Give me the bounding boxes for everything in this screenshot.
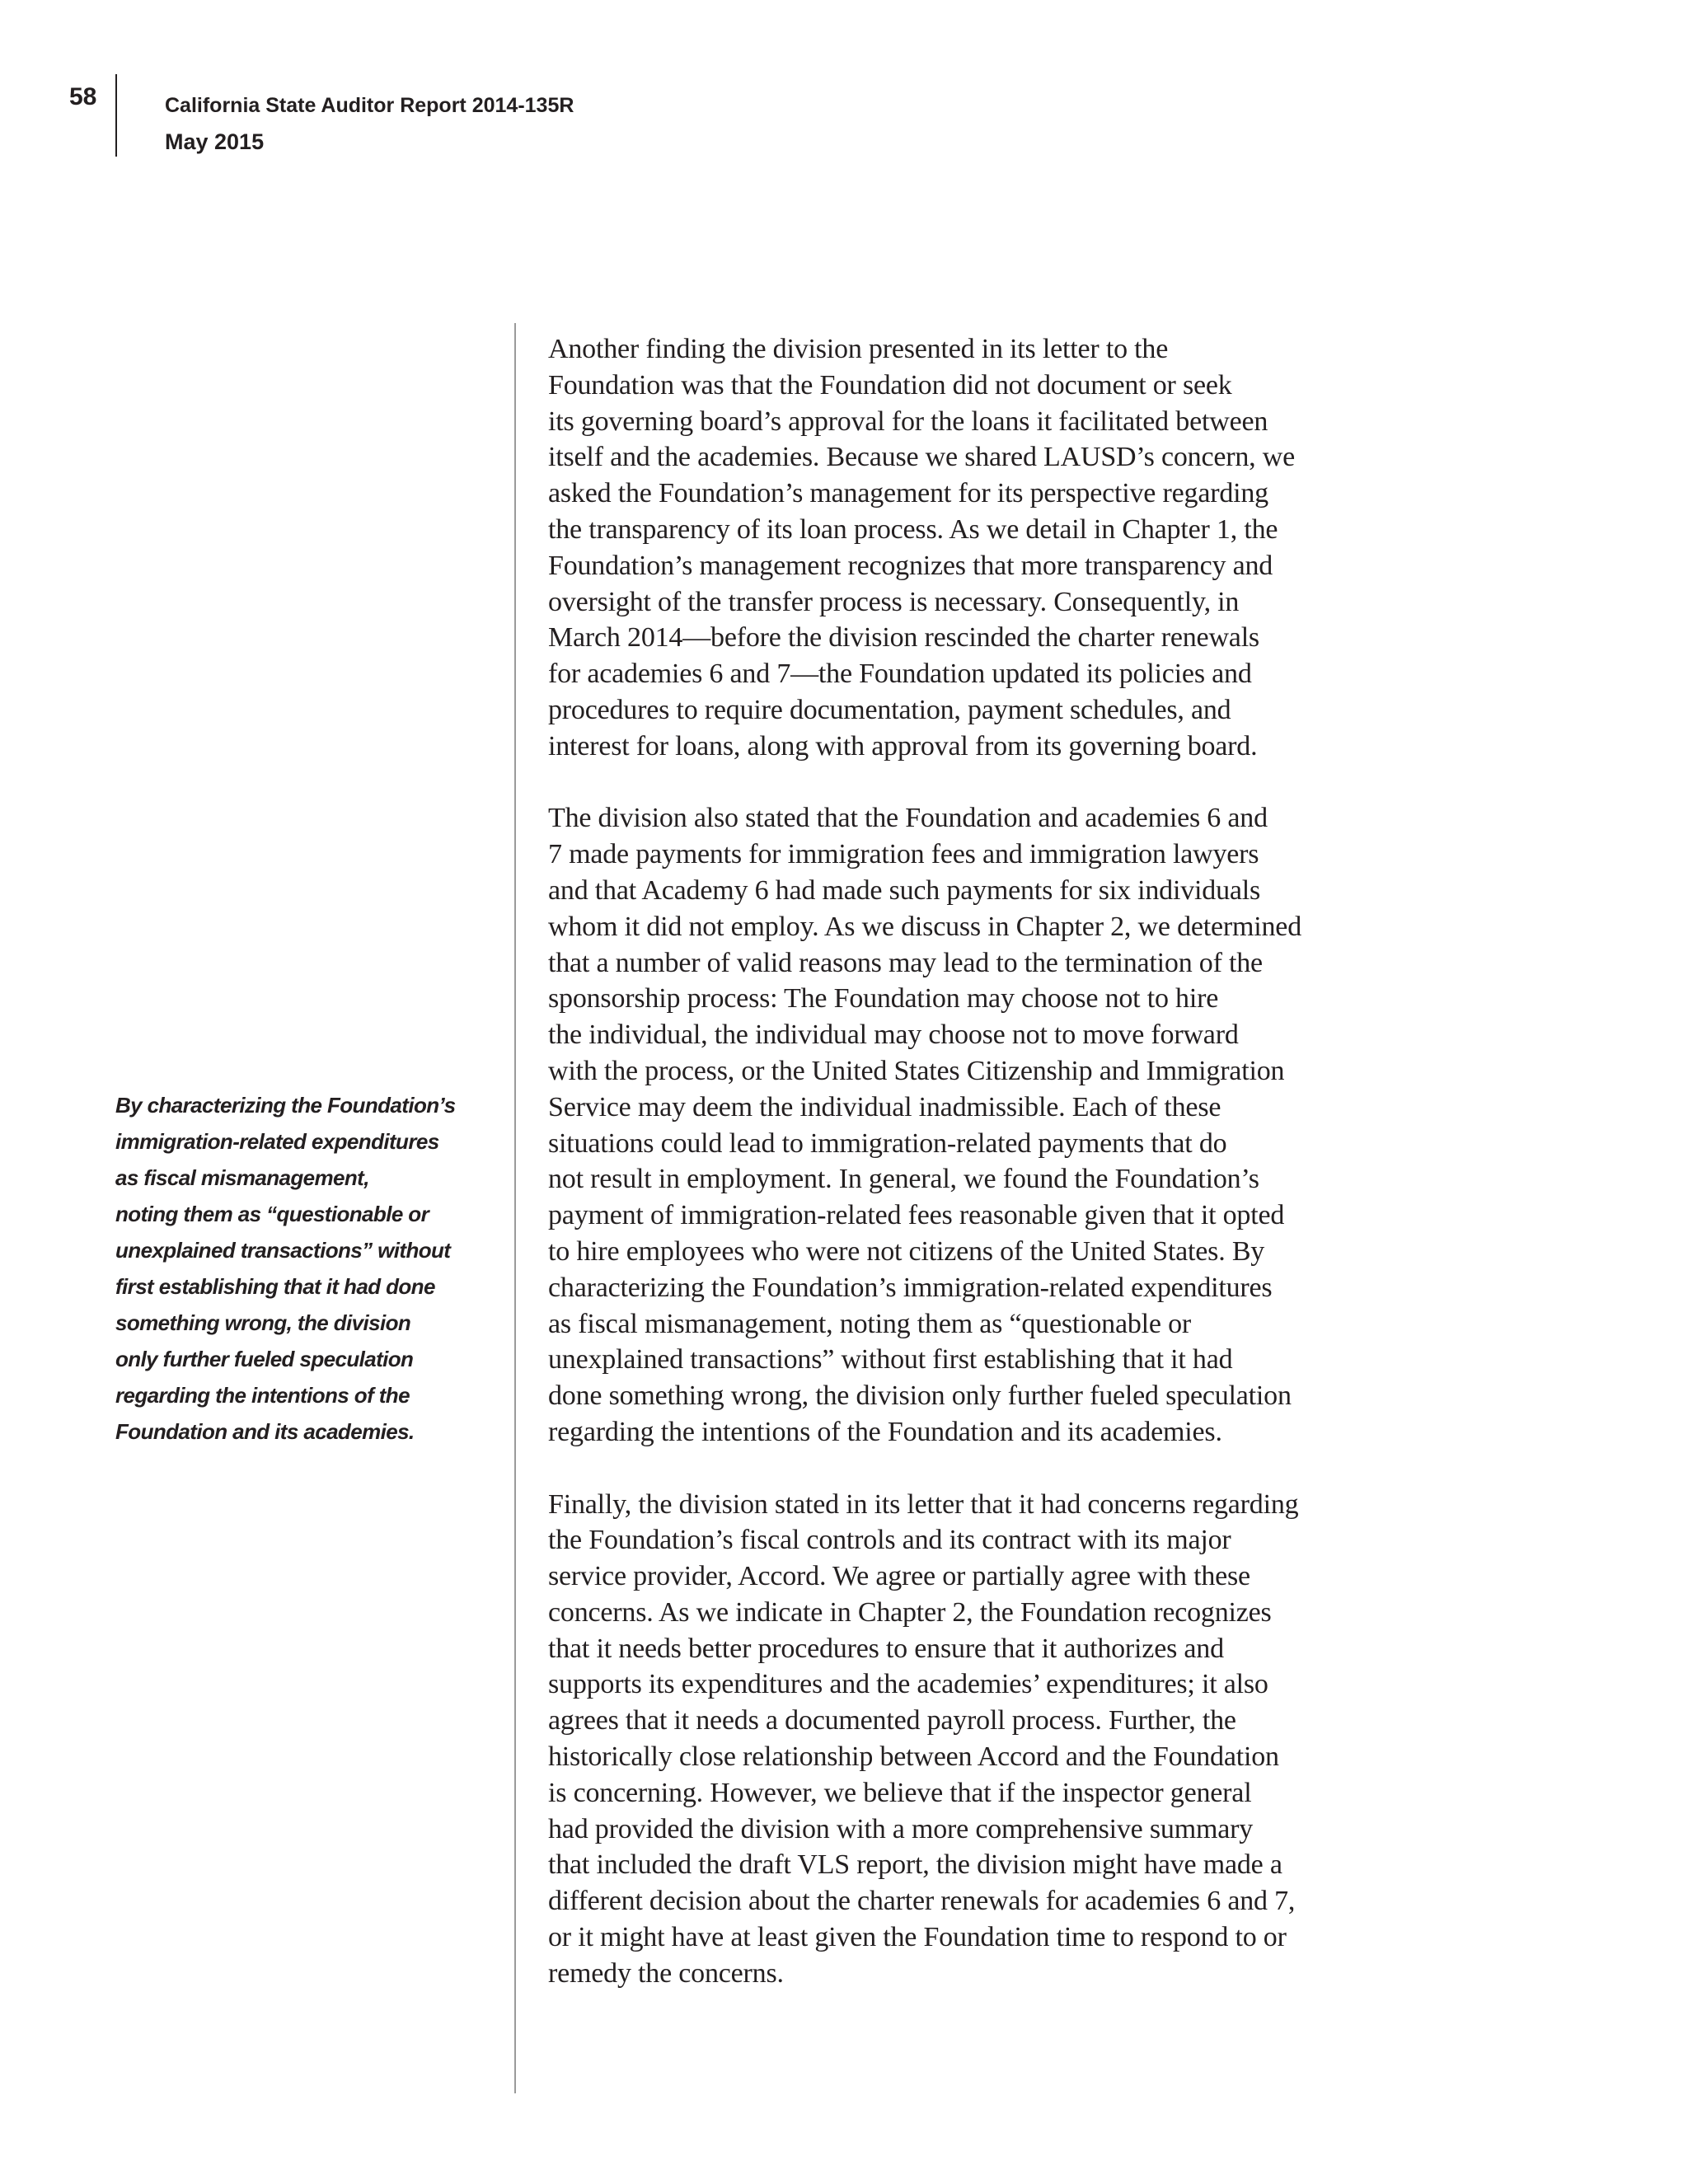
text-line: Foundation was that the Foundation did not document or seek	[548, 369, 1232, 401]
text-line: or it might have at least given the Foundation time to respond to or	[548, 1922, 1287, 1953]
text-line: agrees that it needs a documented payroll process. Further, the	[548, 1705, 1236, 1736]
text-line: had provided the division with a more comprehensive summary	[548, 1813, 1254, 1844]
text-line: March 2014—before the division rescinded the charter renewals	[548, 622, 1259, 654]
text-line: done something wrong, the division only further fueled speculation	[548, 1380, 1292, 1412]
text-line: as fiscal mismanagement, noting them as “questionable or	[548, 1308, 1192, 1339]
text-line: payment of immigration-related fees reasonable given that it opted	[548, 1200, 1285, 1231]
page-number: 58	[69, 83, 97, 110]
paragraph-loans	[548, 331, 1438, 765]
text-line: for academies 6 and 7—the Foundation updated its policies and	[548, 658, 1252, 690]
text-line: procedures to require documentation, payment schedules, and	[548, 694, 1231, 725]
pull-quote-line: noting them as “questionable or	[115, 1202, 429, 1226]
text-line: The division also stated that the Foundation and academies 6 and	[548, 803, 1268, 834]
text-line: historically close relationship between Accord and the Foundation	[548, 1741, 1279, 1773]
pull-quote-line: only further fueled speculation	[115, 1347, 414, 1371]
text-line: not result in employment. In general, we found the Foundation’s	[548, 1164, 1259, 1195]
text-line: the transparency of its loan process. As we detail in Chapter 1, the	[548, 513, 1278, 545]
text-line: to hire employees who were not citizens of the United States. By	[548, 1235, 1265, 1267]
text-line: is concerning. However, we believe that if the inspector general	[548, 1777, 1252, 1808]
paragraph-fiscal-controls	[548, 1487, 1438, 1992]
text-line: service provider, Accord. We agree or partially agree with these	[548, 1561, 1250, 1592]
paragraph-immigration	[548, 800, 1438, 1450]
report-date: May 2015	[165, 129, 265, 154]
text-line: interest for loans, along with approval from its governing board.	[548, 730, 1258, 762]
text-line: concerns. As we indicate in Chapter 2, the Foundation recognizes	[548, 1596, 1272, 1628]
text-line: oversight of the transfer process is necessary. Consequently, in	[548, 586, 1240, 617]
text-line: Finally, the division stated in its letter that it had concerns regarding	[548, 1488, 1299, 1520]
text-line: its governing board’s approval for the loans it facilitated between	[548, 405, 1268, 437]
pull-quote	[115, 1087, 478, 1450]
text-line: 7 made payments for immigration fees and immigration lawyers	[548, 839, 1259, 870]
report-title: California State Auditor Report 2014-135R	[165, 94, 574, 117]
text-line: remedy the concerns.	[548, 1957, 784, 1989]
text-line: that included the draft VLS report, the division might have made a	[548, 1849, 1282, 1881]
text-line: unexplained transactions” without first establishing that it had	[548, 1344, 1233, 1376]
pull-quote-line: unexplained transactions” without	[115, 1238, 451, 1263]
text-line: Foundation’s management recognizes that more transparency and	[548, 550, 1273, 581]
pull-quote-line: something wrong, the division	[115, 1310, 411, 1335]
text-line: situations could lead to immigration-related payments that do	[548, 1127, 1227, 1159]
text-line: the individual, the individual may choose not to move forward	[548, 1019, 1239, 1051]
text-line: characterizing the Foundation’s immigration-related expenditures	[548, 1272, 1273, 1303]
running-header	[165, 87, 574, 160]
pull-quote-line: first establishing that it had done	[115, 1274, 435, 1299]
text-line: with the process, or the United States Citizenship and Immigration	[548, 1055, 1285, 1086]
text-line: itself and the academies. Because we shared LAUSD’s concern, we	[548, 442, 1295, 473]
pull-quote-line: regarding the intentions of the	[115, 1383, 410, 1408]
text-line: and that Academy 6 had made such payments for six individuals	[548, 874, 1261, 906]
text-line: sponsorship process: The Foundation may choose not to hire	[548, 983, 1219, 1015]
text-line: asked the Foundation’s management for its perspective regarding	[548, 478, 1268, 509]
pull-quote-line: as fiscal mismanagement,	[115, 1165, 369, 1190]
body-text	[548, 331, 1438, 2027]
header-divider	[115, 74, 117, 157]
pull-quote-line: By characterizing the Foundation’s	[115, 1093, 456, 1118]
text-line: that it needs better procedures to ensure that it authorizes and	[548, 1633, 1224, 1664]
text-line: Another finding the division presented in its letter to the	[548, 334, 1169, 364]
text-line: different decision about the charter renewals for academies 6 and 7,	[548, 1886, 1296, 1917]
text-line: whom it did not employ. As we discuss in Chapter 2, we determined	[548, 911, 1301, 942]
column-divider	[514, 323, 516, 2093]
text-line: regarding the intentions of the Foundation and its academies.	[548, 1416, 1222, 1447]
text-line: supports its expenditures and the academies’ expenditures; it also	[548, 1669, 1268, 1700]
text-line: that a number of valid reasons may lead to the termination of the	[548, 947, 1263, 978]
pull-quote-line: immigration-related expenditures	[115, 1129, 439, 1154]
pull-quote-line: Foundation and its academies.	[115, 1419, 415, 1444]
text-line: the Foundation’s fiscal controls and its contract with its major	[548, 1525, 1231, 1556]
text-line: Service may deem the individual inadmissible. Each of these	[548, 1091, 1221, 1122]
